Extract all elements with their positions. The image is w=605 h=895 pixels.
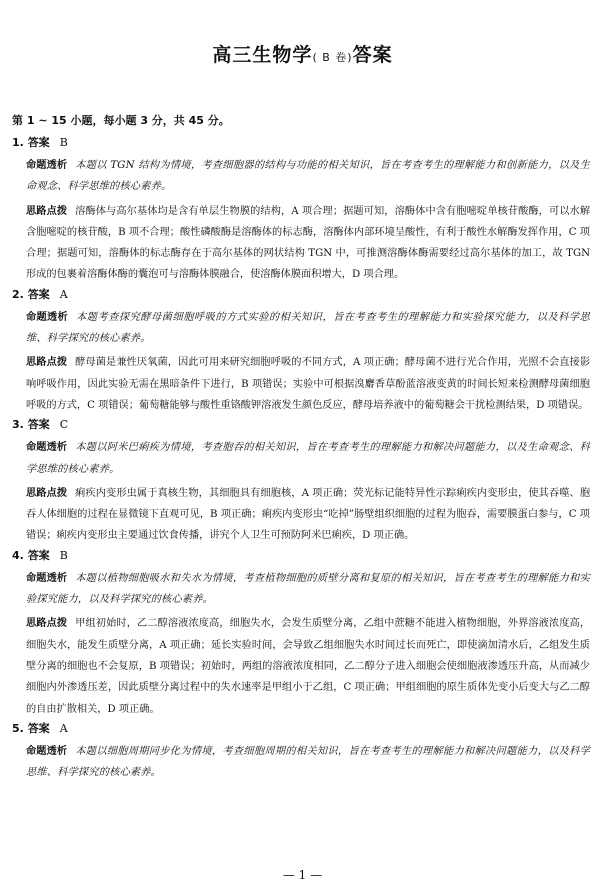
answer-line bbox=[12, 134, 590, 152]
answer-label: 答案 bbox=[27, 136, 50, 149]
reasoning-block bbox=[12, 201, 590, 286]
analysis-text: 本题以阿米巴痢疾为情境，考查胞吞的相关知识，旨在考查考生的理解能力和解决问题能力，以及生命观念、科学思维的核心素养。 bbox=[26, 442, 591, 475]
analysis-block bbox=[12, 568, 590, 611]
analysis-label: 命题透析 bbox=[26, 572, 68, 584]
answer-line bbox=[12, 416, 590, 434]
answer-label: 答案 bbox=[27, 287, 50, 301]
analysis-label: 命题透析 bbox=[26, 160, 68, 171]
reasoning-block bbox=[12, 613, 590, 719]
section-intro: 第 1 ~ 15 小题，每小题 3 分，共 45 分。 bbox=[12, 114, 230, 127]
title-subtitle: ( B 卷) bbox=[312, 51, 353, 64]
reasoning-label: 思路点拨 bbox=[26, 487, 68, 499]
analysis-text: 本题以植物细胞吸水和失水为情境，考查植物细胞的质壁分离和复原的相关知识，旨在考查考生的理解能力和实验探究能力，以及科学探究的核心素养。 bbox=[26, 572, 591, 606]
answer-line bbox=[12, 286, 590, 304]
reasoning-block bbox=[12, 352, 590, 416]
question-3 bbox=[12, 416, 590, 546]
reasoning-text: 痢疾内变形虫属于真核生物，其细胞具有细胞核，A 项正确；荧光标记能特异性示踪痢疾内变形虫，使其吞噬、胞吞人体细胞的过程在显微镜下直观可见，B 项正确；痢疾内变形虫“吃掉”肠壁组织细胞的过程为胞吞，需要膜蛋白参与，C 项错误；痢疾内变形虫主要通过饮食传播，讲究个人卫生可预防阿米巴痢疾，D 项正确。 bbox=[26, 487, 591, 542]
answer-line bbox=[12, 547, 590, 565]
reasoning-block bbox=[12, 483, 590, 547]
reasoning-label: 思路点拨 bbox=[26, 357, 68, 369]
reasoning-text: 甲组初始时，乙二醇溶液浓度高，细胞失水，会发生质壁分离，乙组中蔗糖不能进入植物细胞，外界溶液浓度高，细胞失水，能发生质壁分离，A 项正确；延长实验时间，会导致乙组细胞失水时间过长而死亡，即使滴加清水后，乙组发生质壁分离的细胞也不会复原，B 项错误；初始时，两组的溶液浓度相同，乙二醇分子进入细胞会使细胞液渗透压升高，从而减少细胞内外渗透压差，因此质壁分离过程中的失水速率是甲组小于乙组，C 项正确；甲组细胞的原生质体先变小后变大与乙二醇的自由扩散相关，D 项正确。 bbox=[26, 618, 591, 715]
question-4 bbox=[12, 547, 590, 720]
answer-letter: B bbox=[59, 136, 68, 149]
question-5 bbox=[12, 720, 590, 784]
reasoning-label: 思路点拨 bbox=[26, 205, 68, 217]
question-number: 1. bbox=[12, 136, 24, 149]
question-number: 5. bbox=[12, 721, 24, 735]
analysis-text: 本题以细胞周期同步化为情境，考查细胞周期的相关知识，旨在考查考生的理解能力和解决问题能力，以及科学思维、科学探究的核心素养。 bbox=[26, 745, 591, 779]
analysis-block bbox=[12, 155, 590, 198]
page-title bbox=[0, 40, 605, 67]
answer-letter: A bbox=[59, 287, 68, 301]
reasoning-label: 思路点拨 bbox=[26, 618, 68, 630]
reasoning-text: 溶酶体与高尔基体均是含有单层生物膜的结构，A 项合理；据题可知，溶酶体中含有胞嘧啶单核苷酸酶，可以水解含胞嘧啶的核苷酸，B 项不合理；酸性磷酸酶是溶酶体的标志酶，溶酶体内部环境呈酸性，有利于酸性水解酶发挥作用，C 项合理；据题可知，溶酶体的标志酶存在于高尔基体的网状结构 TGN 中，可推测溶酶体酶需要经过高尔基体的加工，故 TGN 形成的包裹着溶酶体酶的囊泡可与溶酶体膜融合，使溶酶体膜面积增大，D 项合理。 bbox=[26, 205, 591, 281]
analysis-text: 本题考查探究酵母菌细胞呼吸的方式实验的相关知识，旨在考查考生的理解能力和实验探究能力，以及科学思维、科学探究的核心素养。 bbox=[26, 311, 590, 345]
question-2 bbox=[12, 286, 590, 416]
analysis-label: 命题透析 bbox=[26, 745, 68, 757]
answer-label: 答案 bbox=[27, 548, 50, 562]
reasoning-text: 酵母菌是兼性厌氧菌，因此可用来研究细胞呼吸的不同方式，A 项正确；酵母菌不进行光合作用，光照不会直接影响呼吸作用，因此实验无需在黑暗条件下进行，B 项错误；实验中可根据溴麝香草酚蓝溶液变黄的时间长短来检测酵母菌细胞呼吸的方式，C 项错误；葡萄糖能够与酸性重铬酸钾溶液发生颜色反应，酵母培养液中的葡萄糖会干扰检测结果，D 项错误。 bbox=[26, 357, 591, 411]
page-number: — 1 — bbox=[282, 868, 323, 882]
answer-label: 答案 bbox=[27, 721, 50, 735]
analysis-label: 命题透析 bbox=[26, 442, 68, 454]
answer-letter: A bbox=[59, 721, 68, 735]
question-number: 3. bbox=[12, 418, 24, 432]
title-main: 高三生物学 bbox=[212, 44, 313, 66]
answer-content bbox=[12, 112, 590, 783]
answer-letter: C bbox=[59, 418, 69, 432]
analysis-block bbox=[12, 741, 590, 784]
question-number: 2. bbox=[12, 287, 24, 301]
analysis-block bbox=[12, 437, 590, 480]
title-suffix: 答案 bbox=[352, 44, 393, 66]
analysis-label: 命题透析 bbox=[26, 311, 69, 323]
analysis-text: 本题以 TGN 结构为情境，考查细胞器的结构与功能的相关知识，旨在考查考生的理解能力和创新能力，以及生命观念、科学思维的核心素养。 bbox=[26, 160, 590, 193]
analysis-block bbox=[12, 307, 590, 350]
answer-label: 答案 bbox=[27, 418, 50, 432]
answer-letter: B bbox=[59, 548, 68, 562]
answer-line bbox=[12, 720, 590, 738]
question-1 bbox=[12, 134, 590, 286]
question-number: 4. bbox=[12, 548, 24, 562]
